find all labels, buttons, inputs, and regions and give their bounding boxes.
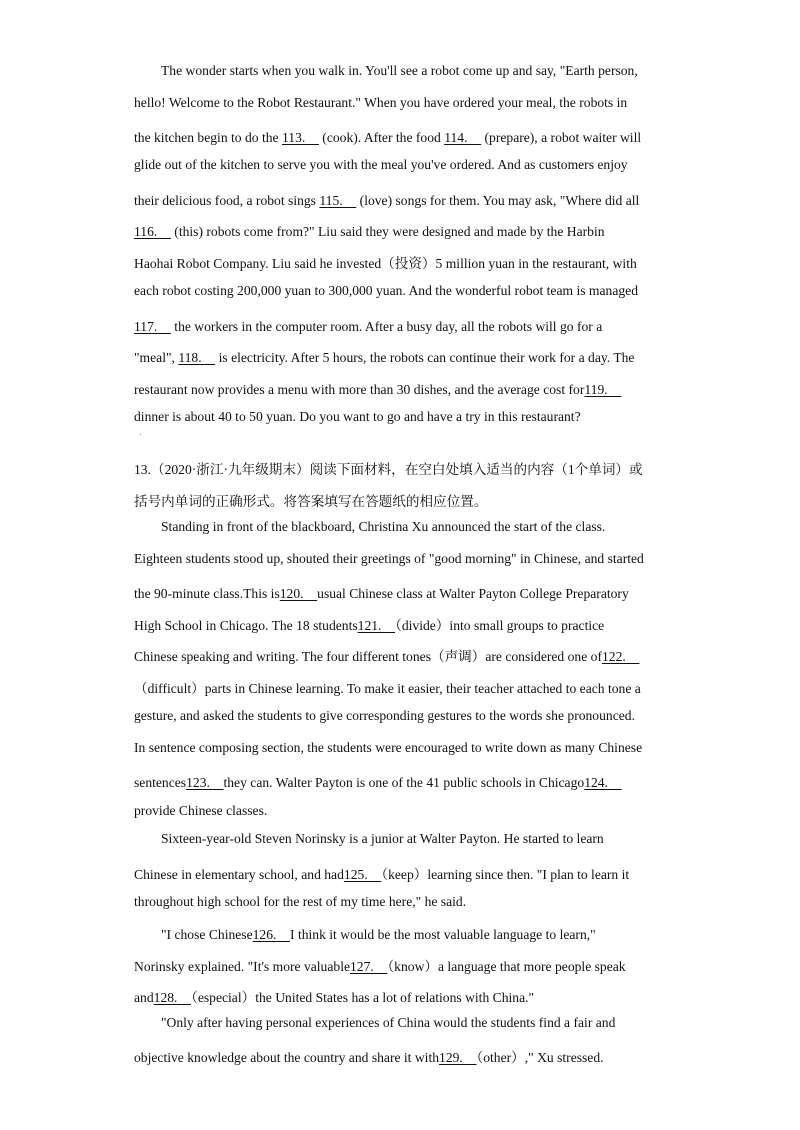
passage13-line: [161, 923, 596, 943]
passage12-line: [134, 378, 621, 398]
passage12-line: [134, 315, 602, 335]
text-segment: In sentence composing section, the students were encouraged to write down as many Chinese: [134, 740, 643, 755]
answer-blank: 129.: [439, 1050, 477, 1065]
passage12-line: [134, 252, 637, 272]
passage12-line: [134, 409, 581, 425]
text-segment: Chinese in elementary school, and had: [134, 867, 344, 882]
passage13-line: [134, 863, 629, 883]
text-segment: restaurant now provides a menu with more than 30 dishes, and the average cost for: [134, 382, 585, 397]
passage13-line: [134, 740, 642, 756]
passage12-line: [134, 283, 638, 299]
text-segment: "I chose Chinese: [161, 927, 253, 942]
answer-blank: 117.: [134, 319, 171, 334]
text-segment: throughout high school for the rest of my time here," he said.: [134, 894, 467, 909]
passage12-line: [134, 126, 641, 146]
text-segment: objective knowledge about the country and share it with: [134, 1050, 440, 1065]
answer-blank: 113.: [282, 130, 319, 145]
text-segment: （difficult）parts in Chinese learning. To make it easier, their teacher attached to each tone a: [134, 681, 641, 696]
text-segment: the kitchen begin to do the: [134, 130, 282, 145]
text-segment: "meal",: [134, 350, 179, 365]
text-segment: hello! Welcome to the Robot Restaurant." When you have ordered your meal, the robots in: [134, 95, 628, 110]
answer-blank: 124.: [584, 775, 622, 790]
paragraph-mark: ': [140, 432, 142, 441]
answer-blank: 120.: [279, 586, 318, 601]
text-segment: glide out of the kitchen to serve you with the meal you've ordered. And as customers enjoy: [134, 157, 628, 172]
passage12-line: [161, 63, 638, 79]
text-segment: Eighteen students stood up, shouted their greetings of "good morning" in Chinese, and started: [134, 551, 644, 566]
text-segment: Chinese speaking and writing. The four different tones（声调）are considered one of: [134, 649, 602, 664]
text-segment: the workers in the computer room. After a busy day, all the robots will go for a: [170, 319, 603, 334]
text-segment: their delicious food, a robot sings: [134, 193, 320, 208]
passage13-line: [134, 1046, 604, 1066]
text-segment: gesture, and asked the students to give corresponding gestures to the words she pronounced.: [134, 708, 635, 723]
text-segment: sentences: [134, 775, 187, 790]
passage13-line: [134, 582, 629, 602]
text-segment: Standing in front of the blackboard, Christina Xu announced the start of the class.: [161, 519, 606, 534]
passage13-line: [134, 894, 466, 910]
passage12-line: [134, 95, 627, 111]
text-segment: the 90-minute class.This is: [134, 586, 280, 601]
text-segment: provide Chinese classes.: [134, 803, 268, 818]
passage12-line: [134, 189, 639, 209]
text-segment: Norinsky explained. "It's more valuable: [134, 959, 350, 974]
text-segment: (this) robots come from?" Liu said they were designed and made by the Harbin: [170, 224, 605, 239]
text-segment: 括号内单词的正确形式。将答案填写在答题纸的相应位置。: [134, 494, 488, 509]
text-segment: （especial）the United States has a lot of relations with China.": [191, 990, 535, 1005]
answer-blank: 114.: [444, 130, 482, 145]
passage12-line: [134, 220, 605, 240]
text-segment: （know）a language that more people speak: [387, 959, 626, 974]
text-segment: and: [134, 990, 154, 1005]
answer-blank: 121.: [357, 618, 396, 633]
question13-instructions: [134, 490, 487, 510]
answer-blank: 125.: [343, 867, 382, 882]
passage13-line: [134, 551, 644, 567]
answer-blank: 128.: [153, 990, 192, 1005]
answer-blank: 127.: [350, 959, 388, 974]
text-segment: usual Chinese class at Walter Payton College Preparatory: [317, 586, 629, 601]
text-segment: (cook). After the food: [318, 130, 445, 145]
text-segment: (prepare), a robot waiter will: [481, 130, 642, 145]
text-segment: each robot costing 200,000 yuan to 300,000 yuan. And the wonderful robot team is managed: [134, 283, 638, 298]
text-segment: dinner is about 40 to 50 yuan. Do you want to go and have a try in this restaurant?: [134, 409, 581, 424]
passage13-line: [161, 1015, 615, 1031]
passage13-line: [134, 771, 622, 791]
text-segment: "Only after having personal experiences of China would the students find a fair and: [161, 1015, 616, 1030]
question13-header: [134, 458, 643, 478]
passage13-line: [161, 519, 605, 535]
text-segment: （divide）into small groups to practice: [395, 618, 605, 633]
text-segment: they can. Walter Payton is one of the 41 public schools in Chicago: [223, 775, 585, 790]
passage13-line: [161, 831, 604, 847]
passage12-line: [134, 157, 628, 173]
answer-blank: 116.: [134, 224, 171, 239]
answer-blank: 115.: [319, 193, 357, 208]
text-segment: I think it would be the most valuable language to learn,": [290, 927, 596, 942]
passage13-line: [134, 677, 641, 697]
answer-blank: 122.: [601, 649, 640, 664]
answer-blank: 126.: [252, 927, 291, 942]
passage13-line: [134, 803, 267, 819]
text-segment: （keep）learning since then. "I plan to learn it: [381, 867, 630, 882]
answer-blank: 118.: [178, 350, 216, 365]
text-segment: 13.（2020·浙江·九年级期末）阅读下面材料，在空白处填入适当的内容（1个单词）或: [134, 462, 643, 477]
passage13-line: [134, 614, 604, 634]
passage13-line: [134, 955, 626, 975]
text-segment: (love) songs for them. You may ask, "Where did all: [356, 193, 640, 208]
passage13-line: [134, 708, 635, 724]
text-segment: （other）," Xu stressed.: [476, 1050, 604, 1065]
passage12-line: [134, 346, 634, 366]
text-segment: Haohai Robot Company. Liu said he invested（投资）5 million yuan in the restaurant, with: [134, 256, 637, 271]
answer-blank: 123.: [186, 775, 224, 790]
passage13-line: [134, 645, 639, 665]
passage13-line: [134, 986, 534, 1006]
text-segment: is electricity. After 5 hours, the robots can continue their work for a day. The: [215, 350, 635, 365]
text-segment: The wonder starts when you walk in. You'll see a robot come up and say, "Earth person,: [161, 63, 638, 78]
text-segment: Sixteen-year-old Steven Norinsky is a junior at Walter Payton. He started to learn: [161, 831, 604, 846]
text-segment: High School in Chicago. The 18 students: [134, 618, 358, 633]
answer-blank: 119.: [584, 382, 622, 397]
